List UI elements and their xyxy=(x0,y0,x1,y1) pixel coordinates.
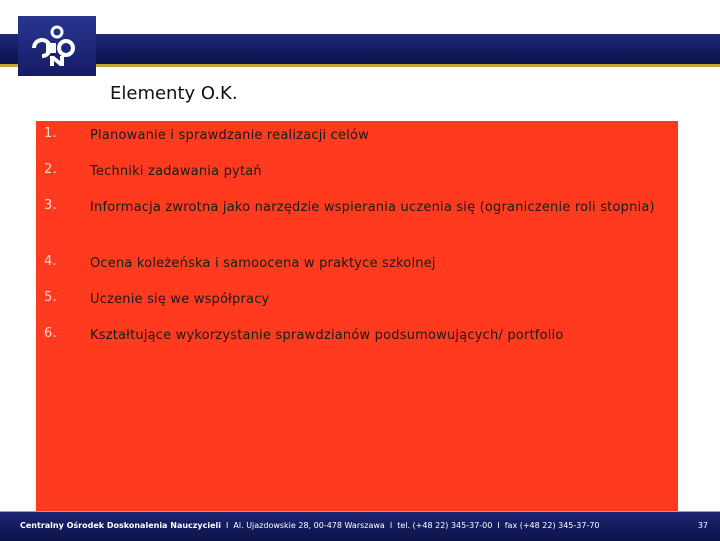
footer-address: Al. Ujazdowskie 28, 00-478 Warszawa xyxy=(233,521,385,530)
footer-separator: I xyxy=(226,521,229,530)
item-text: Kształtujące wykorzystanie sprawdzianów podsumowujących/ portfolio xyxy=(90,328,564,343)
footer-bar xyxy=(0,511,720,541)
item-text: Uczenie się we współpracy xyxy=(90,292,270,307)
footer-phone: tel. (+48 22) 345-37-00 xyxy=(397,521,493,530)
item-text: Ocena koleżeńska i samoocena w praktyce szkolnej xyxy=(90,256,436,271)
item-number: 3. xyxy=(44,198,57,213)
item-number: 2. xyxy=(44,162,57,177)
page-number: 37 xyxy=(697,521,708,530)
item-text: Planowanie i sprawdzanie realizacji celów xyxy=(90,128,370,143)
header-band xyxy=(0,34,720,64)
logo xyxy=(18,16,96,76)
footer-fax: fax (+48 22) 345-37-70 xyxy=(504,521,600,530)
content-panel xyxy=(36,121,678,513)
item-text: Informacja zwrotna jako narzędzie wspierania uczenia się (ograniczenie roli stopnia) xyxy=(90,200,655,215)
footer-contact xyxy=(20,521,600,530)
item-number: 5. xyxy=(44,290,57,305)
header-accent-line xyxy=(0,64,720,67)
codn-logo-icon xyxy=(30,24,84,68)
item-number: 4. xyxy=(44,254,57,269)
item-number: 1. xyxy=(44,126,57,141)
slide-title: Elementy O.K. xyxy=(110,83,238,104)
footer-separator: I xyxy=(389,521,393,530)
footer-org: Centralny Ośrodek Doskonalenia Nauczycieli xyxy=(20,521,222,530)
footer-separator: I xyxy=(497,521,500,530)
item-number: 6. xyxy=(44,326,57,341)
item-text: Techniki zadawania pytań xyxy=(90,164,262,179)
